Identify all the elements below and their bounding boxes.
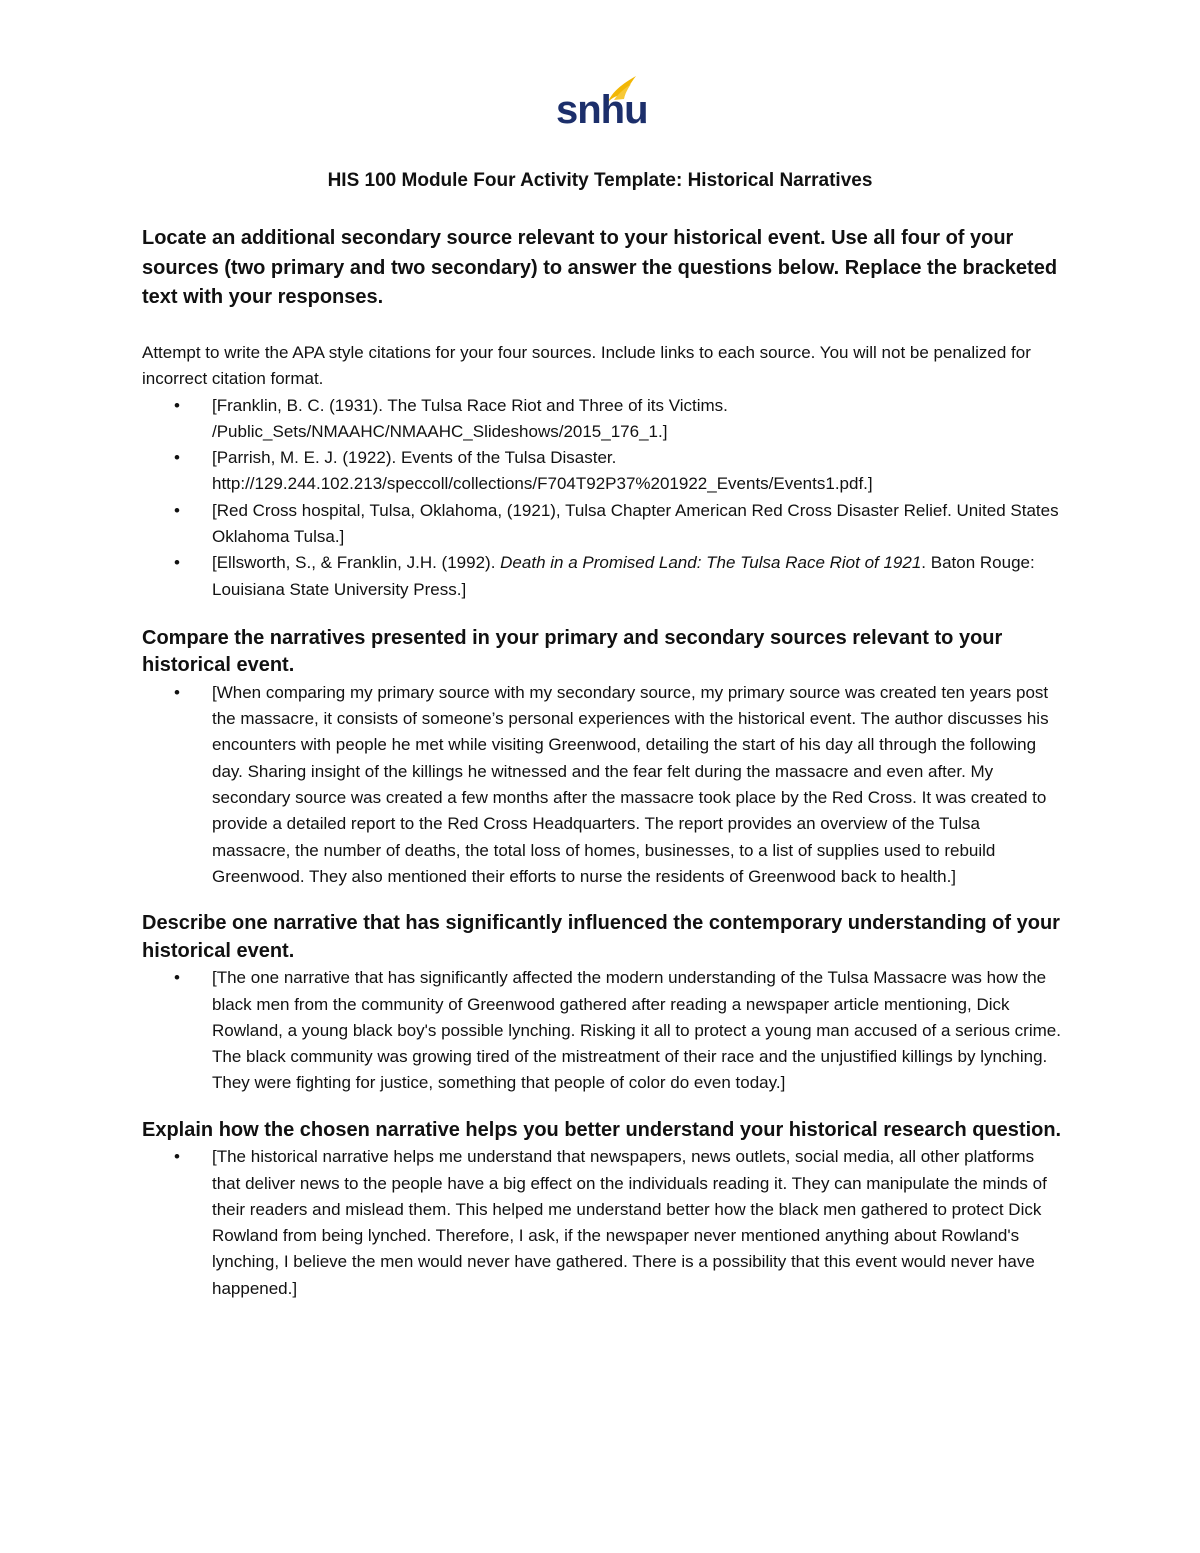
citation-text-pre: [Ellsworth, S., & Franklin, J.H. (1992). (212, 553, 501, 573)
citation-item (142, 445, 1062, 498)
bullet-icon: • (174, 968, 180, 988)
response-text: [The historical narrative helps me understand that newspapers, news outlets, social media, all other platforms that deliver news to the people have a big effect on the individuals reading it. They can manipulate the minds of their readers and mislead them. This helped me understand better how the black men gathered to protect Dick Rowland from being lynched. Therefore, I ask, if the newspaper never mentioned anything about Rowland's lynching, I believe the men would never have gathered. There is a possibility that this event would never have happened.] (212, 1147, 1047, 1298)
citations-instruction: Attempt to write the APA style citations for your four sources. Include links to each source. You will not be penalized for incorrect citation format. (142, 342, 1031, 388)
bullet-icon: • (174, 1147, 180, 1167)
page-title: HIS 100 Module Four Activity Template: Historical Narratives (327, 170, 873, 191)
citation-item (142, 393, 1062, 446)
citation-item (142, 550, 1062, 603)
snhu-logo (556, 74, 648, 134)
citation-text: [Red Cross hospital, Tulsa, Oklahoma, (1921), Tulsa Chapter American Red Cross Disaster Relief. United States Oklahoma Tulsa.] (212, 500, 1059, 546)
citation-item (142, 498, 1062, 551)
response-item (142, 965, 1062, 1096)
response-item (142, 680, 1062, 890)
intro-instructions: Locate an additional secondary source relevant to your historical event. Use all four of your sources (two primary and two secondary) to answer the questions below. Replace the bracketed text with your responses. (142, 227, 1058, 308)
bullet-icon: • (174, 395, 180, 415)
bullet-icon: • (174, 448, 180, 468)
bullet-icon: • (174, 500, 180, 520)
bullet-icon: • (174, 682, 180, 702)
section-heading-compare: Compare the narratives presented in your primary and secondary sources relevant to your historical event. (142, 626, 1003, 677)
response-text: [When comparing my primary source with my secondary source, my primary source was created ten years post the massacre, it consists of someone’s personal experiences with the historical event. The author discusses his encounters with people he met while visiting Greenwood, detailing the start of his day all through the following day. Sharing insight of the killings he witnessed and the fear felt during the massacre and even after. My secondary source was created a few months after the massacre took place by the Red Cross. It was created to provide a detailed report to the Red Cross Headquarters. The report provides an overview of the Tulsa massacre, the number of deaths, the total loss of homes, businesses, to a list of supplies used to rebuild Greenwood. They also mentioned their efforts to nurse the residents of Greenwood back to health.] (212, 682, 1049, 886)
citations-list (142, 393, 1062, 603)
response-list-explain (142, 1144, 1062, 1302)
response-item (142, 1144, 1062, 1302)
section-heading-describe: Describe one narrative that has significantly influenced the contemporary understanding of your historical event. (142, 912, 1060, 962)
response-text: [The one narrative that has significantly affected the modern understanding of the Tulsa Massacre was how the black men from the community of Greenwood gathered after reading a newspaper article mentioning, Dick Rowland, a young black boy's possible lynching. Risking it all to protect a young man accused of a serious crime. The black community was growing tired of the mistreatment of their race and the unjustified killings by lynching. They were fighting for justice, something that people of color do even today.] (212, 968, 1061, 1093)
bullet-icon: • (174, 553, 180, 573)
citation-book-title: Death in a Promised Land: The Tulsa Race Riot of 1921 (500, 553, 922, 573)
response-list-compare (142, 680, 1062, 890)
response-list-describe (142, 965, 1062, 1096)
section-heading-explain: Explain how the chosen narrative helps you better understand your historical research question. (142, 1118, 1062, 1141)
document-body (142, 224, 1062, 1302)
citation-text: [Parrish, M. E. J. (1922). Events of the Tulsa Disaster. http://129.244.102.213/speccoll/collections/F704T92P37%201922_Events/Events1.pdf.] (212, 448, 873, 494)
citation-text-post: . Baton Rouge: Louisiana State University Press.] (212, 553, 1035, 599)
logo-wordmark: snhu (556, 88, 648, 132)
citation-text: [Franklin, B. C. (1931). The Tulsa Race Riot and Three of its Victims. /Public_Sets/NMAAHC/NMAAHC_Slideshows/2015_176_1.] (212, 395, 728, 441)
